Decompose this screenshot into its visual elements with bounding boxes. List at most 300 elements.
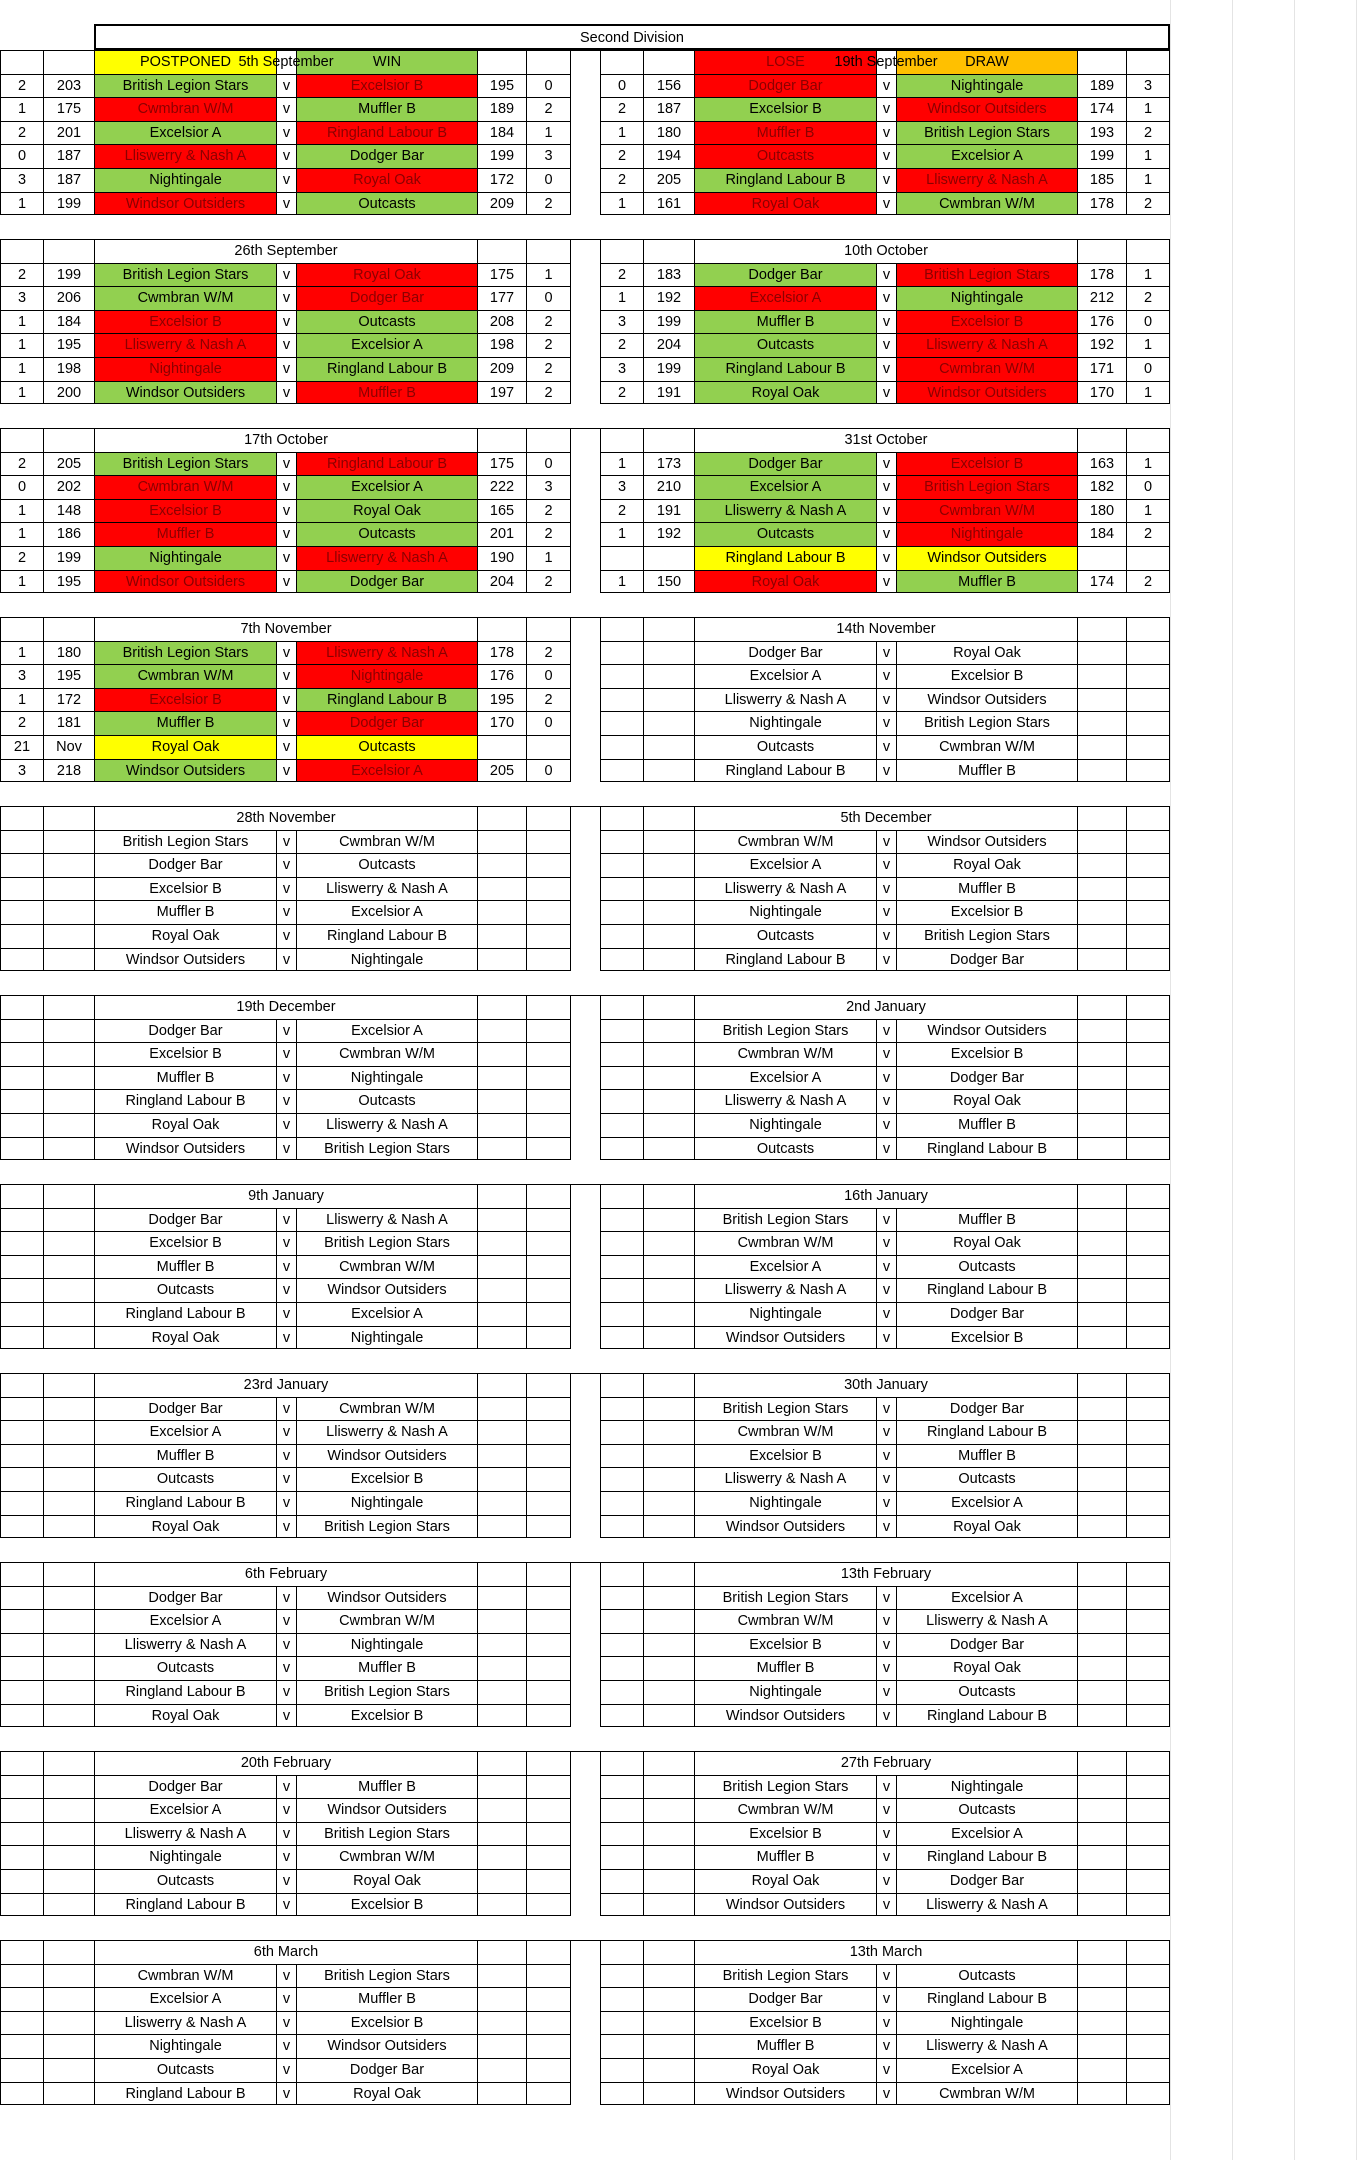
home-team: Royal Oak [94, 1704, 276, 1728]
date-row-empty [526, 617, 570, 641]
versus-label: v [876, 1586, 896, 1610]
home-team: Lliswerry & Nash A [94, 1822, 276, 1846]
away-points [1126, 1491, 1170, 1515]
versus-label: v [276, 168, 296, 192]
versus-label: v [276, 759, 296, 783]
away-team: Ringland Labour B [896, 1845, 1077, 1869]
date-row-empty [1077, 617, 1126, 641]
away-points [526, 900, 570, 924]
gridline [1232, 0, 1233, 2160]
home-score [43, 1964, 94, 1988]
home-team: Windsor Outsiders [694, 1515, 876, 1539]
versus-label: v [876, 1964, 896, 1988]
home-team: Excelsior B [94, 877, 276, 901]
column-spacer [570, 1562, 600, 1727]
away-team: Excelsior B [296, 2011, 477, 2035]
date-row-empty [1077, 1373, 1126, 1397]
away-score: 182 [1077, 475, 1126, 499]
home-points [0, 2058, 43, 2082]
away-team: Outcasts [896, 1255, 1077, 1279]
date-row-empty [43, 806, 94, 830]
away-team: Excelsior B [896, 310, 1077, 334]
away-points [526, 830, 570, 854]
away-score [1077, 1869, 1126, 1893]
away-score [477, 2034, 526, 2058]
date-row-empty [1126, 1373, 1170, 1397]
home-score [643, 1822, 694, 1846]
column-spacer [570, 1184, 600, 1349]
date-row-empty [1126, 428, 1170, 452]
home-score [643, 1231, 694, 1255]
away-score [477, 1987, 526, 2011]
fixture-date: 19th December [94, 995, 477, 1019]
date-row-empty [477, 239, 526, 263]
versus-label: v [276, 192, 296, 216]
away-team: Excelsior A [296, 333, 477, 357]
home-points [0, 1113, 43, 1137]
away-score: 192 [1077, 333, 1126, 357]
away-score [477, 1633, 526, 1657]
away-points [1126, 830, 1170, 854]
home-score: 192 [643, 522, 694, 546]
away-team: Excelsior B [296, 1704, 477, 1728]
date-row-empty [0, 50, 43, 74]
away-team: Dodger Bar [896, 1869, 1077, 1893]
home-team: Outcasts [94, 1278, 276, 1302]
date-row-empty [643, 617, 694, 641]
home-points [600, 688, 643, 712]
home-points [0, 1656, 43, 1680]
away-team: Excelsior B [896, 664, 1077, 688]
away-team: Dodger Bar [896, 948, 1077, 972]
away-points [526, 1515, 570, 1539]
away-points [526, 1113, 570, 1137]
versus-label: v [876, 1326, 896, 1350]
away-points [526, 2034, 570, 2058]
home-team: Excelsior A [694, 1066, 876, 1090]
away-team: Ringland Labour B [296, 452, 477, 476]
date-row-empty [477, 1184, 526, 1208]
home-team: British Legion Stars [694, 1208, 876, 1232]
date-row-empty [477, 1562, 526, 1586]
away-points: 2 [1126, 121, 1170, 145]
date-row-empty [600, 1940, 643, 1964]
date-row-empty [600, 1184, 643, 1208]
date-row-empty [643, 1751, 694, 1775]
versus-label: v [276, 830, 296, 854]
home-team: Cwmbran W/M [94, 97, 276, 121]
fixture-date: 10th October [694, 239, 1077, 263]
column-spacer [570, 1373, 600, 1538]
away-score [477, 830, 526, 854]
home-score [643, 1987, 694, 2011]
home-points [600, 2011, 643, 2035]
home-score [643, 830, 694, 854]
away-score [1077, 688, 1126, 712]
away-points [526, 948, 570, 972]
away-score [1077, 1775, 1126, 1799]
home-points [600, 1656, 643, 1680]
home-score: 161 [643, 192, 694, 216]
versus-label: v [276, 1775, 296, 1799]
home-score [43, 1609, 94, 1633]
home-score [643, 2058, 694, 2082]
away-points [1126, 641, 1170, 665]
versus-label: v [276, 263, 296, 287]
home-points [600, 735, 643, 759]
away-score [477, 1231, 526, 1255]
home-team: Lliswerry & Nash A [694, 1467, 876, 1491]
versus-label: v [876, 735, 896, 759]
versus-label: v [276, 74, 296, 98]
away-score [1077, 1964, 1126, 1988]
away-team: Outcasts [896, 1680, 1077, 1704]
away-team: Lliswerry & Nash A [296, 1208, 477, 1232]
away-score [1077, 1656, 1126, 1680]
home-points [600, 1609, 643, 1633]
versus-label: v [276, 381, 296, 405]
home-score [643, 2082, 694, 2106]
versus-label: v [876, 1491, 896, 1515]
home-team: Dodger Bar [694, 74, 876, 98]
away-score [477, 1137, 526, 1161]
away-points [526, 735, 570, 759]
away-team: Lliswerry & Nash A [896, 2034, 1077, 2058]
home-score [643, 1137, 694, 1161]
away-team: Nightingale [896, 2011, 1077, 2035]
versus-label: v [876, 924, 896, 948]
date-row-empty [600, 1373, 643, 1397]
home-team: Nightingale [94, 2034, 276, 2058]
home-score [643, 1019, 694, 1043]
home-team: Muffler B [94, 900, 276, 924]
away-points: 0 [1126, 357, 1170, 381]
away-score: 199 [477, 144, 526, 168]
versus-label: v [276, 1609, 296, 1633]
home-points [0, 2011, 43, 2035]
date-row-empty [0, 1562, 43, 1586]
away-team: British Legion Stars [296, 1231, 477, 1255]
home-team: Windsor Outsiders [694, 1326, 876, 1350]
away-team: Lliswerry & Nash A [296, 1420, 477, 1444]
home-team: Muffler B [94, 522, 276, 546]
home-points [600, 546, 643, 570]
away-team: Windsor Outsiders [896, 688, 1077, 712]
home-score [43, 900, 94, 924]
home-points [0, 1515, 43, 1539]
away-team: British Legion Stars [296, 1680, 477, 1704]
away-score [477, 1326, 526, 1350]
versus-label: v [876, 522, 896, 546]
date-row-empty [526, 428, 570, 452]
home-team: Windsor Outsiders [94, 1137, 276, 1161]
date-row-empty [600, 428, 643, 452]
away-points [526, 1397, 570, 1421]
date-row-empty [477, 617, 526, 641]
home-points [600, 1137, 643, 1161]
away-score [477, 1278, 526, 1302]
date-row-empty [1077, 995, 1126, 1019]
home-team: Windsor Outsiders [694, 1893, 876, 1917]
home-score [643, 1964, 694, 1988]
home-team: Excelsior B [694, 2011, 876, 2035]
away-score [1077, 1397, 1126, 1421]
home-score [643, 759, 694, 783]
away-score: 195 [477, 74, 526, 98]
away-score [1077, 1231, 1126, 1255]
away-points [1126, 1845, 1170, 1869]
away-team: Muffler B [296, 381, 477, 405]
home-team: Nightingale [694, 1113, 876, 1137]
home-team: Nightingale [694, 1491, 876, 1515]
home-score [43, 853, 94, 877]
away-score [477, 1798, 526, 1822]
home-points: 0 [0, 475, 43, 499]
versus-label: v [276, 1869, 296, 1893]
away-score: 180 [1077, 499, 1126, 523]
home-team: Muffler B [694, 2034, 876, 2058]
away-team: Royal Oak [296, 499, 477, 523]
away-score [477, 2082, 526, 2106]
date-row-empty [43, 428, 94, 452]
versus-label: v [876, 333, 896, 357]
date-row-empty [526, 1940, 570, 1964]
home-team: Muffler B [94, 1066, 276, 1090]
home-points [0, 2034, 43, 2058]
away-team: Nightingale [896, 522, 1077, 546]
home-team: British Legion Stars [94, 452, 276, 476]
away-team: Ringland Labour B [896, 1987, 1077, 2011]
date-row-empty [643, 806, 694, 830]
away-points [1126, 688, 1170, 712]
home-score: 173 [643, 452, 694, 476]
away-score [477, 1704, 526, 1728]
column-spacer [570, 617, 600, 782]
home-team: Dodger Bar [94, 1586, 276, 1610]
home-points [600, 1397, 643, 1421]
date-row-empty [43, 1751, 94, 1775]
date-row-empty [1077, 1751, 1126, 1775]
away-team: Muffler B [896, 759, 1077, 783]
away-team: Excelsior A [896, 2058, 1077, 2082]
away-score [477, 924, 526, 948]
away-score: 209 [477, 192, 526, 216]
home-points: 3 [600, 357, 643, 381]
away-points: 3 [1126, 74, 1170, 98]
home-points: 3 [600, 475, 643, 499]
home-team: Nightingale [94, 1845, 276, 1869]
home-points [600, 2082, 643, 2106]
home-team: Muffler B [94, 1444, 276, 1468]
home-points: 2 [600, 381, 643, 405]
away-score: 176 [1077, 310, 1126, 334]
versus-label: v [276, 144, 296, 168]
versus-label: v [276, 1089, 296, 1113]
away-score [477, 1255, 526, 1279]
home-team: Cwmbran W/M [694, 1609, 876, 1633]
away-score [477, 1397, 526, 1421]
away-points: 2 [1126, 522, 1170, 546]
home-points [0, 1137, 43, 1161]
away-team: Outcasts [296, 735, 477, 759]
away-points [1126, 1208, 1170, 1232]
home-team: Dodger Bar [94, 1019, 276, 1043]
away-score [1077, 1208, 1126, 1232]
away-points [526, 924, 570, 948]
away-points [1126, 1869, 1170, 1893]
home-points [600, 1302, 643, 1326]
away-points [526, 1137, 570, 1161]
home-score [43, 1680, 94, 1704]
home-score: 172 [43, 688, 94, 712]
home-team: Cwmbran W/M [94, 475, 276, 499]
away-points: 1 [1126, 97, 1170, 121]
home-team: Royal Oak [94, 1113, 276, 1137]
home-score [43, 1420, 94, 1444]
versus-label: v [876, 1208, 896, 1232]
versus-label: v [276, 1444, 296, 1468]
home-score: 191 [643, 381, 694, 405]
away-score [477, 1515, 526, 1539]
fixture-date: 7th November [94, 617, 477, 641]
versus-label: v [276, 924, 296, 948]
away-team: British Legion Stars [296, 1137, 477, 1161]
away-team: Royal Oak [896, 1515, 1077, 1539]
away-team: Ringland Labour B [296, 924, 477, 948]
home-points: 1 [0, 641, 43, 665]
date-row-empty [526, 1373, 570, 1397]
away-score [477, 900, 526, 924]
away-points [1126, 1066, 1170, 1090]
home-team: Excelsior A [94, 1609, 276, 1633]
away-score [1077, 1467, 1126, 1491]
versus-label: v [276, 664, 296, 688]
date-row-empty [43, 239, 94, 263]
away-team: Royal Oak [896, 641, 1077, 665]
away-score: 174 [1077, 97, 1126, 121]
away-points [526, 2011, 570, 2035]
fixture-date: 6th February [94, 1562, 477, 1586]
away-team: Cwmbran W/M [296, 1845, 477, 1869]
away-team: British Legion Stars [896, 711, 1077, 735]
away-points [1126, 1019, 1170, 1043]
versus-label: v [876, 1444, 896, 1468]
home-points: 1 [600, 286, 643, 310]
home-score [643, 1066, 694, 1090]
fixture-date: 27th February [694, 1751, 1077, 1775]
home-score [643, 1326, 694, 1350]
home-score [43, 1208, 94, 1232]
home-score [643, 924, 694, 948]
date-row-empty [0, 1373, 43, 1397]
away-score: 185 [1077, 168, 1126, 192]
home-score: 199 [43, 192, 94, 216]
away-team: Lliswerry & Nash A [896, 333, 1077, 357]
away-points: 2 [526, 522, 570, 546]
away-team: Ringland Labour B [296, 357, 477, 381]
home-team: Royal Oak [694, 2058, 876, 2082]
home-points [0, 1869, 43, 1893]
home-team: Dodger Bar [94, 1208, 276, 1232]
versus-label: v [876, 1066, 896, 1090]
home-points [600, 948, 643, 972]
away-team: Muffler B [296, 1987, 477, 2011]
home-team: Muffler B [694, 121, 876, 145]
away-points: 1 [1126, 452, 1170, 476]
away-team: Dodger Bar [896, 1302, 1077, 1326]
away-score [1077, 1822, 1126, 1846]
date-row-empty [1126, 239, 1170, 263]
versus-label: v [876, 1515, 896, 1539]
home-points: 1 [0, 381, 43, 405]
home-points [0, 1633, 43, 1657]
versus-label: v [876, 1704, 896, 1728]
away-points: 1 [1126, 144, 1170, 168]
away-points: 0 [526, 711, 570, 735]
home-team: Ringland Labour B [94, 1893, 276, 1917]
home-points: 3 [600, 310, 643, 334]
home-score [43, 1491, 94, 1515]
versus-label: v [876, 1278, 896, 1302]
away-team: Excelsior B [896, 1326, 1077, 1350]
away-team: Royal Oak [896, 1656, 1077, 1680]
home-points [600, 1278, 643, 1302]
home-score [643, 1869, 694, 1893]
home-score [643, 1444, 694, 1468]
away-score [477, 1089, 526, 1113]
away-score: 204 [477, 570, 526, 594]
fixture-date: 28th November [94, 806, 477, 830]
away-score: 195 [477, 688, 526, 712]
away-score: 171 [1077, 357, 1126, 381]
versus-label: v [276, 1987, 296, 2011]
away-points [526, 1420, 570, 1444]
home-points: 0 [600, 74, 643, 98]
date-row-empty [1126, 50, 1170, 74]
home-points [0, 1586, 43, 1610]
away-points [526, 1467, 570, 1491]
home-points: 1 [0, 688, 43, 712]
away-team: Excelsior A [296, 1019, 477, 1043]
home-score [43, 1444, 94, 1468]
away-team: Excelsior A [896, 144, 1077, 168]
away-score [1077, 924, 1126, 948]
home-points [0, 1987, 43, 2011]
home-points [0, 1397, 43, 1421]
home-score [43, 948, 94, 972]
home-team: Lliswerry & Nash A [694, 1278, 876, 1302]
home-score [43, 1845, 94, 1869]
away-team: Lliswerry & Nash A [896, 168, 1077, 192]
away-score [1077, 1019, 1126, 1043]
home-score: 187 [43, 144, 94, 168]
away-points: 2 [526, 310, 570, 334]
away-score [1077, 1066, 1126, 1090]
away-score [1077, 759, 1126, 783]
away-score: 201 [477, 522, 526, 546]
home-team: Outcasts [694, 735, 876, 759]
home-points: 1 [0, 522, 43, 546]
home-points [0, 853, 43, 877]
home-points [600, 2058, 643, 2082]
home-team: Nightingale [94, 546, 276, 570]
away-team: Lliswerry & Nash A [296, 546, 477, 570]
away-score [1077, 830, 1126, 854]
home-points [600, 2034, 643, 2058]
home-points [0, 1231, 43, 1255]
away-points [1126, 1656, 1170, 1680]
date-row-empty [1077, 806, 1126, 830]
